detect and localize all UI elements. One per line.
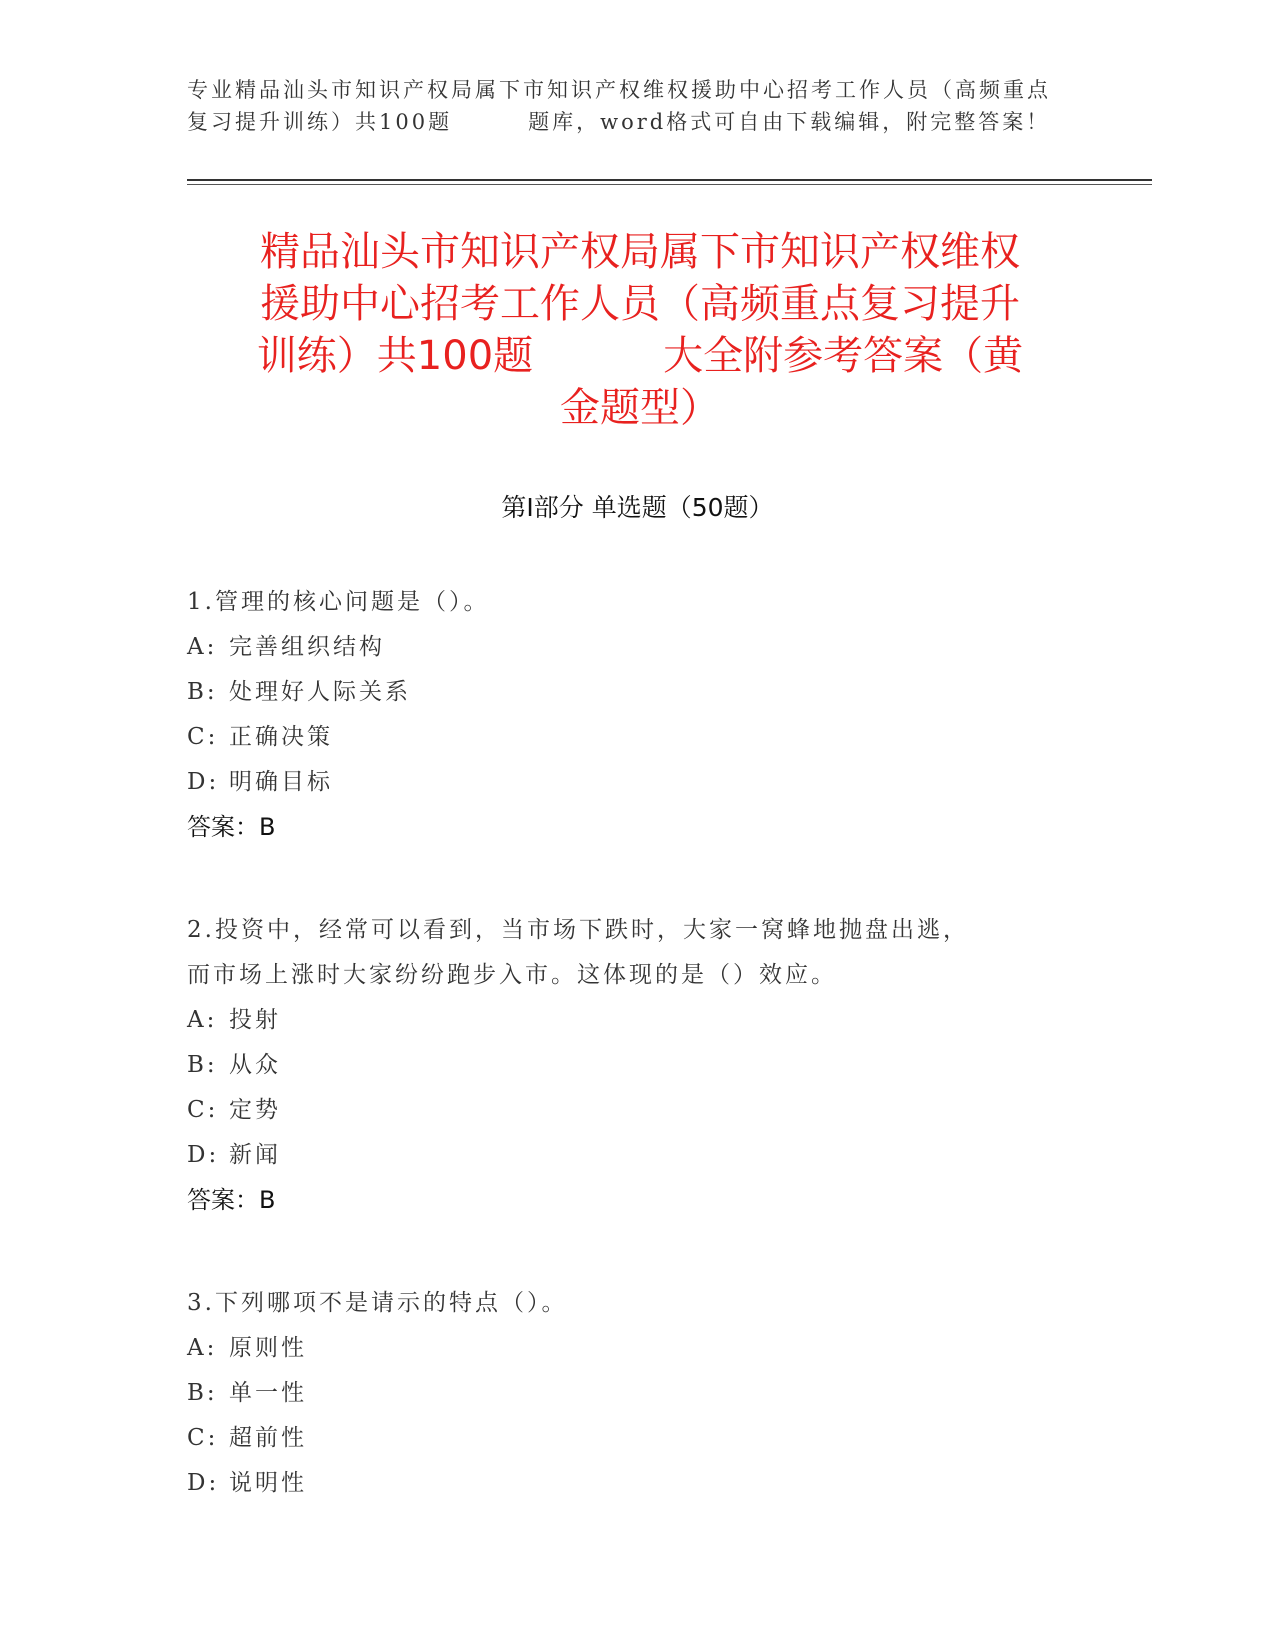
option-text: 正确决策	[229, 724, 333, 750]
option-b	[187, 1371, 1087, 1416]
title-line-3	[200, 330, 1080, 382]
option-c	[187, 715, 1087, 760]
option-label: A:	[187, 1007, 218, 1033]
option-a	[187, 625, 1087, 670]
page-header	[187, 74, 1087, 138]
option-label: C:	[187, 1425, 219, 1451]
section-title: 第Ⅰ部分 单选题（50题）	[501, 493, 774, 522]
option-label: D:	[187, 1470, 220, 1496]
option-label: A:	[187, 1335, 218, 1361]
title-line-2: 援助中心招考工作人员（高频重点复习提升	[260, 281, 1020, 327]
option-text: 原则性	[229, 1335, 307, 1361]
header-divider-thick	[187, 179, 1152, 181]
option-d	[187, 760, 1087, 805]
option-text: 单一性	[229, 1380, 307, 1406]
option-a	[187, 998, 1087, 1043]
question-2	[187, 908, 1087, 1223]
title-line-3-right: 大全附参考答案（黄	[663, 333, 1024, 379]
header-line-2	[187, 106, 1087, 138]
header-line-1: 专业精品汕头市知识产权局属下市知识产权维权援助中心招考工作人员（高频重点	[187, 78, 1051, 102]
option-text: 投射	[229, 1007, 281, 1033]
option-text: 定势	[229, 1097, 281, 1123]
option-label: C:	[187, 1097, 219, 1123]
answer-text: 答案：B	[187, 1186, 276, 1214]
option-b	[187, 1043, 1087, 1088]
option-d	[187, 1133, 1087, 1178]
header-line-2-left: 复习提升训练）共100题	[187, 110, 453, 134]
option-text: 明确目标	[229, 769, 333, 795]
option-label: C:	[187, 724, 219, 750]
document-title	[200, 226, 1080, 434]
question-stem: 3.下列哪项不是请示的特点（）。	[187, 1290, 568, 1316]
question-3	[187, 1281, 1087, 1506]
question-1	[187, 580, 1087, 850]
option-label: B:	[187, 1380, 218, 1406]
option-text: 新闻	[229, 1142, 281, 1168]
header-line-2-right: 题库，word格式可自由下载编辑，附完整答案！	[528, 110, 1051, 134]
option-label: B:	[187, 1052, 218, 1078]
option-a	[187, 1326, 1087, 1371]
option-label: D:	[187, 1142, 220, 1168]
option-label: A:	[187, 634, 218, 660]
option-b	[187, 670, 1087, 715]
option-c	[187, 1416, 1087, 1461]
option-text: 处理好人际关系	[229, 679, 411, 705]
option-c	[187, 1088, 1087, 1133]
title-line-1: 精品汕头市知识产权局属下市知识产权维权	[260, 229, 1020, 275]
question-stem-line-2: 而市场上涨时大家纷纷跑步入市。这体现的是（）效应。	[187, 962, 837, 988]
title-line-4: 金题型）	[560, 385, 720, 431]
option-d	[187, 1461, 1087, 1506]
answer-text: 答案：B	[187, 813, 276, 841]
option-text: 超前性	[229, 1425, 307, 1451]
option-label: B:	[187, 679, 218, 705]
question-stem-line-1: 2.投资中，经常可以看到，当市场下跌时，大家一窝蜂地抛盘出逃，	[187, 917, 969, 943]
question-list	[187, 580, 1087, 1564]
option-text: 说明性	[229, 1470, 307, 1496]
option-text: 完善组织结构	[229, 634, 385, 660]
option-text: 从众	[229, 1052, 281, 1078]
question-stem: 1.管理的核心问题是（）。	[187, 589, 490, 615]
header-divider-thin	[187, 184, 1152, 185]
title-line-3-left: 训练）共100题	[256, 333, 534, 379]
option-label: D:	[187, 769, 220, 795]
